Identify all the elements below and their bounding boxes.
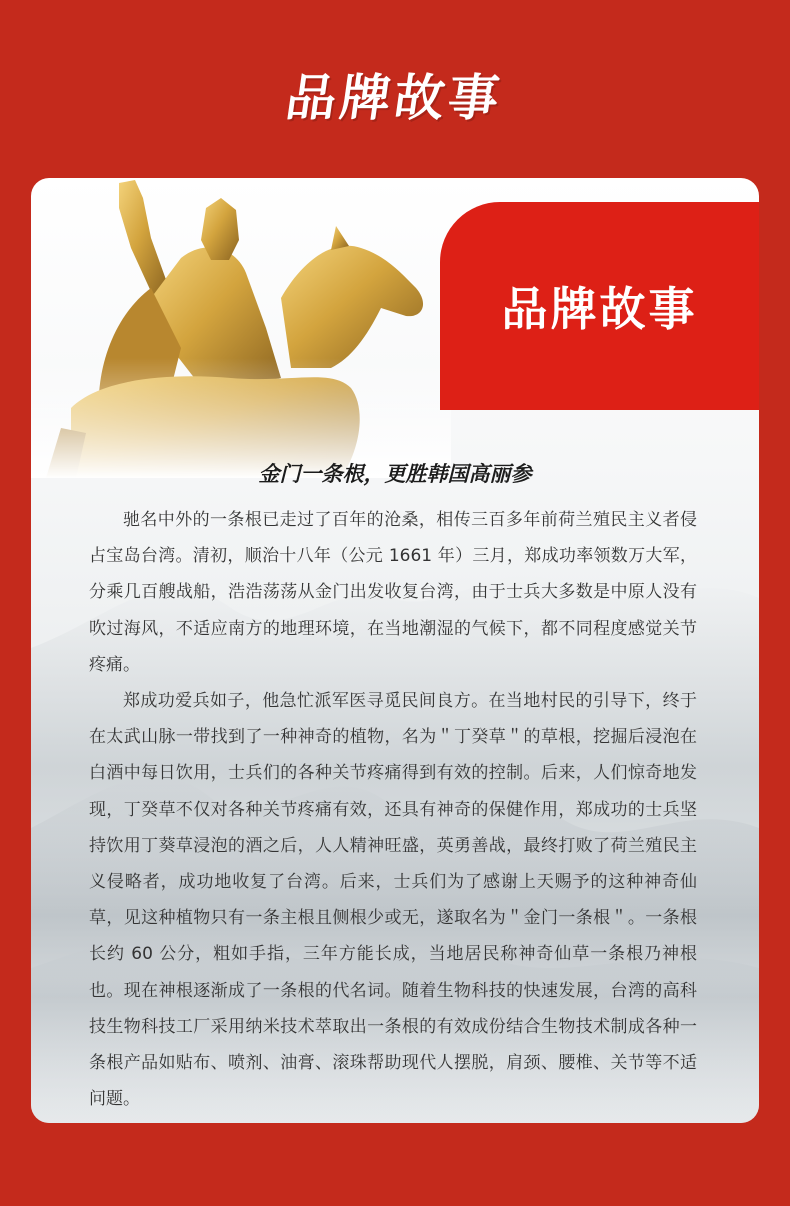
brand-story-card bbox=[31, 178, 759, 1123]
brand-story-badge bbox=[440, 202, 759, 410]
article-body bbox=[89, 502, 697, 1117]
article-heading: 金门一条根，更胜韩国高丽参 bbox=[258, 462, 532, 486]
article-paragraph: 驰名中外的一条根已走过了百年的沧桑，相传三百多年前荷兰殖民主义者侵占宝岛台湾。清初，顺治十八年（公元 1661 年）三月，郑成功率领数万大军，分乘几百艘战船，浩浩荡荡从金门出发收复台湾，由于士兵大多数是中原人没有吹过海风，不适应南方的地理环境，在当地潮湿的气候下，都不同程度感觉关节疼痛。 bbox=[89, 510, 697, 675]
golden-statue-image bbox=[31, 178, 451, 478]
article-paragraph: 郑成功爱兵如子，他急忙派军医寻觅民间良方。在当地村民的引导下，终于在太武山脉一带找到了一种神奇的植物，名为＂丁癸草＂的草根，挖掘后浸泡在白酒中每日饮用，士兵们的各种关节疼痛得到有效的控制。后来，人们惊奇地发现，丁癸草不仅对各种关节疼痛有效，还具有神奇的保健作用，郑成功的士兵坚持饮用丁葵草浸泡的酒之后，人人精神旺盛，英勇善战，最终打败了荷兰殖民主义侵略者，成功地收复了台湾。后来，士兵们为了感谢上天赐予的这种神奇仙草，见这种植物只有一条主根且侧根少或无，遂取名为＂金门一条根＂。一条根长约 60 公分，粗如手指，三年方能长成，当地居民称神奇仙草一条根乃神根也。现在神根逐渐成了一条根的代名词。随着生物科技的快速发展，台湾的高科技生物科技工厂采用纳米技术萃取出一条根的有效成份结合生物技术制成各种一条根产品如贴布、喷剂、油膏、滚珠帮助现代人摆脱，肩颈、腰椎、关节等不适问题。 bbox=[89, 691, 697, 1110]
brand-story-badge-label: 品牌故事 bbox=[501, 282, 698, 336]
page-header-title: 品牌故事 bbox=[282, 68, 507, 127]
